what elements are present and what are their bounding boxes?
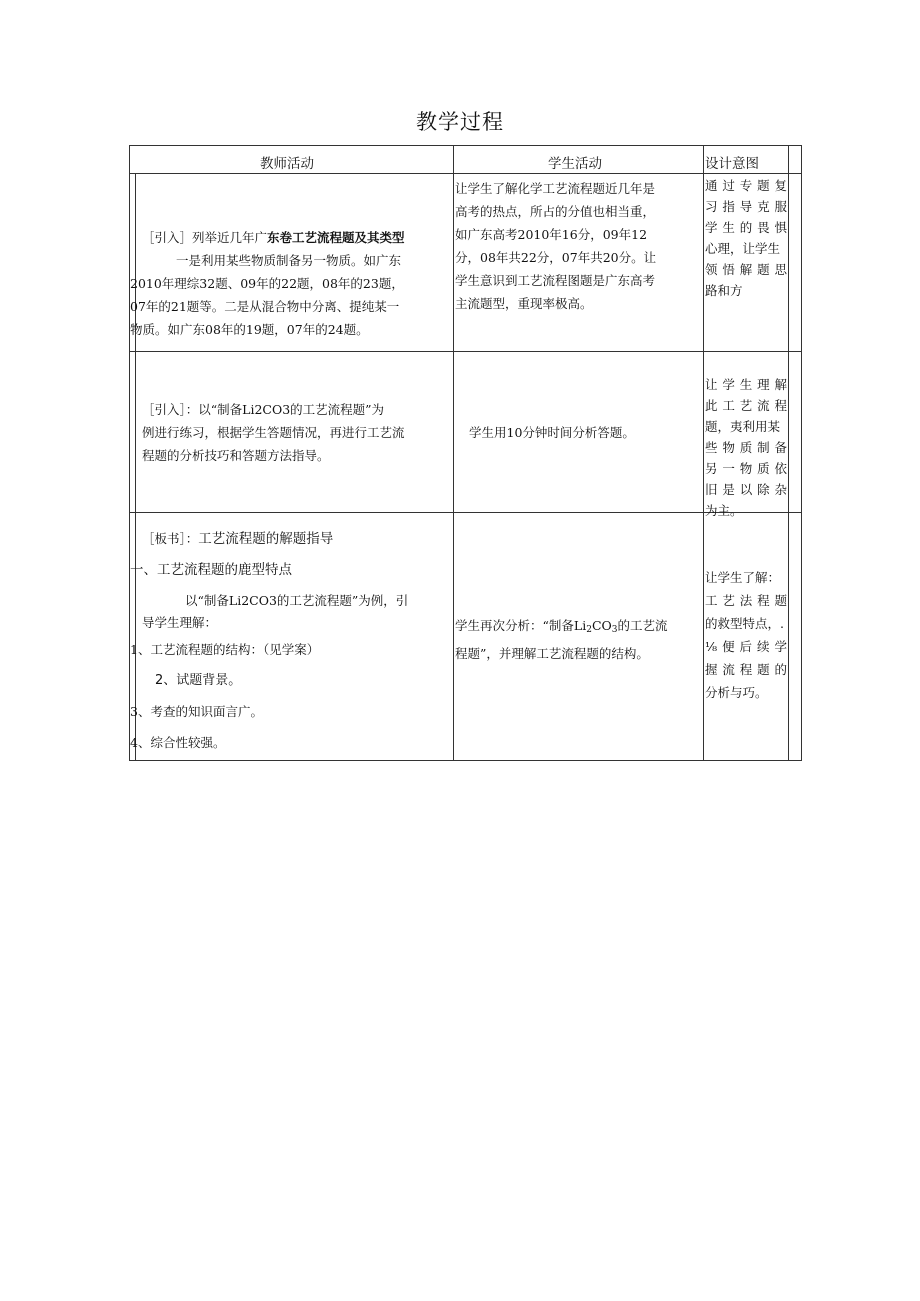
row1-student-line: 学生意识到工艺流程图题是广东高考 bbox=[455, 273, 656, 288]
section-heading: 一、工艺流程题的鹿型特点 bbox=[130, 562, 292, 578]
row1-intent-line: 领悟解题思 bbox=[705, 262, 787, 277]
page-title: 教学过程 bbox=[416, 110, 504, 134]
row2-teacher-line: ［引入］：以“制备Li2CO3的工艺流程题”为 bbox=[142, 402, 385, 417]
row2-teacher-cell bbox=[142, 398, 450, 467]
header-student-activity: 学生活动 bbox=[548, 156, 602, 172]
row3-student-cell bbox=[455, 614, 701, 665]
row2-intent-line: 另一物质依 bbox=[705, 461, 787, 476]
subscript: 2 bbox=[586, 625, 592, 635]
header-design-intent: 设计意图 bbox=[705, 156, 759, 172]
row1-student-line: 高考的热点，所占的分值也相当重， bbox=[455, 204, 656, 219]
list-item: 1、工艺流程题的结构：（见学案） bbox=[130, 642, 320, 657]
row3-intent-line: ⅛便后续学 bbox=[705, 639, 787, 654]
table-left-inner-border bbox=[135, 173, 136, 760]
row1-intent-line: 习指导克服 bbox=[705, 199, 787, 214]
row3-teacher-line: 以“制备Li2CO3的工艺流程题”为例，引 bbox=[185, 593, 409, 608]
lesson-table bbox=[129, 145, 802, 761]
row1-teacher-lead-bold: 东卷工艺流程题及其类型 bbox=[267, 230, 405, 245]
row1-student-line: 主流题型，重现率极高。 bbox=[455, 296, 593, 311]
header-row-divider bbox=[130, 173, 801, 174]
row3-intent-cell bbox=[705, 566, 787, 704]
column-divider-1 bbox=[453, 146, 454, 760]
row1-teacher-lead: 列举近几年广 bbox=[192, 230, 268, 245]
row1-intent-line: 学生的畏惧 bbox=[705, 220, 787, 235]
list-item: 2、试题背景。 bbox=[155, 673, 242, 688]
row3-student-text: 学生再次分析：“制备Li bbox=[455, 618, 587, 633]
row-divider-1 bbox=[130, 351, 801, 352]
row3-teacher-line: 导学生理解： bbox=[142, 615, 218, 630]
row1-student-line: 如广东高考2010年16分，09年12 bbox=[455, 227, 648, 242]
row2-intent-line: 旧是以除杂 bbox=[705, 482, 787, 497]
row1-teacher-line: 07年的21题等。二是从混合物中分离、提纯某一 bbox=[130, 299, 400, 314]
row1-teacher-line: 一是利用某些物质制备另一物质。如广东 bbox=[176, 253, 402, 268]
row2-intent-line: 题，夷利用某 bbox=[705, 419, 781, 434]
row2-intent-line: 让学生理解 bbox=[705, 377, 787, 392]
bracket-tag: ［板书］： bbox=[142, 531, 199, 546]
row2-intent-line: 为主。 bbox=[705, 503, 743, 518]
row2-teacher-line: 程题的分析技巧和答题方法指导。 bbox=[142, 448, 330, 463]
list-item: 4、综合性较强。 bbox=[130, 735, 226, 750]
row2-student-cell: 学生用10分钟时间分析答题。 bbox=[469, 425, 635, 440]
row3-teacher-cell bbox=[130, 523, 450, 758]
row1-intent-line: 心理，让学生 bbox=[705, 241, 781, 256]
row1-intent-line: 路和方 bbox=[705, 283, 743, 298]
row3-intent-line: 分析与巧。 bbox=[705, 685, 768, 700]
row3-intent-line: 让学生了解： bbox=[705, 570, 781, 585]
row1-teacher-line: 2010年理综32题、09年的22题，08年的23题， bbox=[130, 276, 404, 291]
subscript: 3 bbox=[611, 625, 618, 635]
column-divider-2 bbox=[703, 146, 704, 760]
bracket-tag: ［引入］ bbox=[142, 230, 193, 245]
row2-intent-cell bbox=[705, 374, 787, 521]
row3-intent-line: 的救型特点，. bbox=[705, 616, 784, 631]
board-title: 工艺流程题的解题指导 bbox=[198, 531, 334, 547]
row2-teacher-line: 例进行练习，根据学生答题情况，再进行工艺流 bbox=[142, 425, 405, 440]
row3-intent-line: 工艺法程题 bbox=[705, 593, 787, 608]
row3-student-text: 的工艺流 bbox=[617, 618, 668, 633]
row1-teacher-line: 物质。如广东08年的19题，07年的24题。 bbox=[130, 322, 369, 337]
row3-student-line: 程题”，并理解工艺流程题的结构。 bbox=[455, 646, 649, 661]
row1-intent-line: 通过专题复 bbox=[705, 178, 787, 193]
row1-intent-cell bbox=[705, 175, 787, 301]
row2-intent-line: 些物质制备 bbox=[705, 440, 787, 455]
column-divider-3 bbox=[788, 146, 789, 760]
row1-student-line: 让学生了解化学工艺流程题近几年是 bbox=[455, 181, 656, 196]
row3-student-text: CO bbox=[591, 618, 612, 633]
row3-intent-line: 握流程题的 bbox=[705, 662, 787, 677]
row-divider-2 bbox=[130, 512, 801, 513]
list-item: 3、考查的知识面言广。 bbox=[130, 704, 263, 719]
header-teacher-activity: 教师活动 bbox=[260, 156, 314, 172]
row1-teacher-cell bbox=[130, 226, 450, 341]
row1-student-line: 分，08年共22分，07年共20分。让 bbox=[455, 250, 657, 265]
row1-student-cell bbox=[455, 177, 701, 315]
row2-intent-line: 此工艺流程 bbox=[705, 398, 787, 413]
